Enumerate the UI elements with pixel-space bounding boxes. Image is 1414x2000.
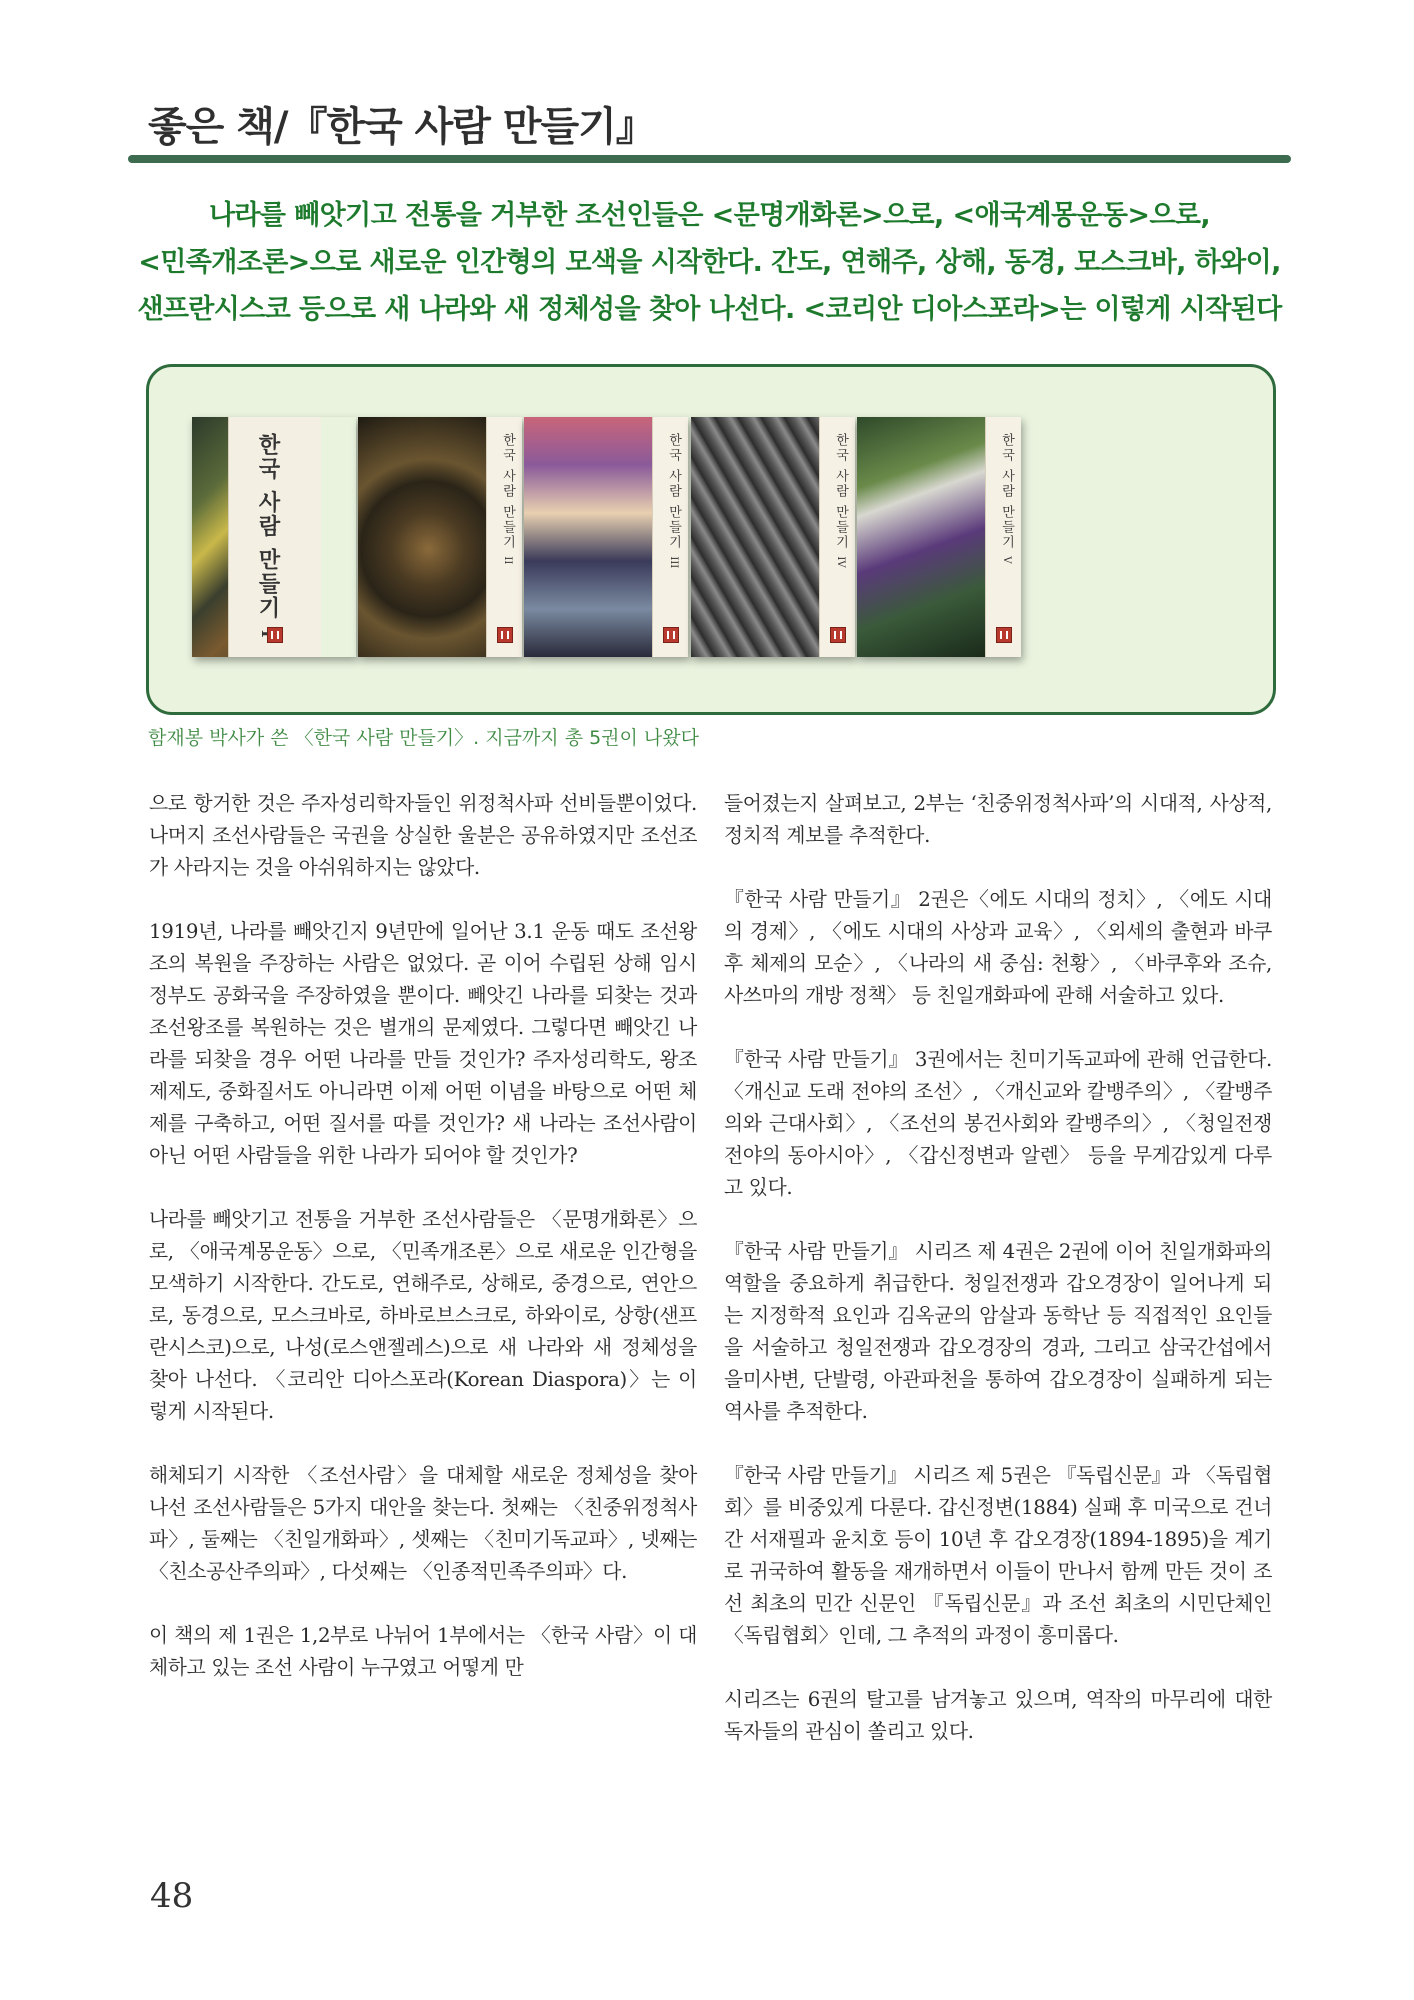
article-paragraph: 『한국 사람 만들기』 시리즈 제 4권은 2권에 이어 친일개화파의 역할을 중요하게 취급한다. 청일전쟁과 갑오경장이 일어나게 되는 지정학적 요인과 김옥균의 암살과 동학난 등 직접적인 요인들을 서술하고 청일전쟁과 갑오경장의 경과, 그리고 삼국간섭에서 을미사변, 단발령, 아관파천을 통하여 갑오경장이 실패하게 되는 역사를 추적한다.	[724, 1240, 1272, 1423]
article-paragraph: 1919년, 나라를 빼앗긴지 9년만에 일어난 3.1 운동 때도 조선왕조의 복원을 주장하는 사람은 없었다. 곧 이어 수립된 상해 임시정부도 공화국을 주장하였을 뿐이다. 빼앗긴 나라를 되찾는 것과 조선왕조를 복원하는 것은 별개의 문제였다. 그렇다면 빼앗긴 나라를 되찾을 경우 어떤 나라를 만들 것인가? 주자성리학도, 왕조제제도, 중화질서도 아니라면 이제 어떤 이념을 바탕으로 어떤 체제를 구축하고, 어떤 질서를 따를 것인가? 새 나라는 조선사람이 아닌 어떤 사람들을 위한 나라가 되어야 할 것인가?	[149, 920, 697, 1167]
lead-paragraph	[128, 192, 1291, 333]
cover-artwork	[857, 417, 985, 657]
book-cover-volume-2	[358, 417, 522, 657]
image-caption: 함재봉 박사가 쓴 〈한국 사람 만들기〉. 지금까지 총 5권이 나왔다	[148, 727, 699, 749]
lead-line: 나라를 빼앗기고 전통을 거부한 조선인들은 <문명개화론>으로, <애국계몽운동>으로,	[208, 200, 1211, 231]
lead-line: 샌프란시스코 등으로 새 나라와 새 정체성을 찾아 나선다. <코리안 디아스포라>는 이렇게 시작된다	[137, 294, 1282, 325]
book-spine	[985, 417, 1021, 657]
article-paragraph: 들어졌는지 살펴보고, 2부는 ‘친중위정척사파’의 시대적, 사상적, 정치적 계보를 추적한다.	[724, 792, 1272, 847]
section-title: 좋은 책/『한국 사람 만들기』	[148, 104, 655, 150]
cover-artwork	[524, 417, 652, 657]
title-divider	[128, 155, 1291, 163]
book-cover-volume-4	[691, 417, 855, 657]
book-title: 한국 사람 만들기 II	[500, 433, 515, 565]
article-paragraph: 『한국 사람 만들기』 2권은〈에도 시대의 정치〉, 〈에도 시대의 경제〉, 〈에도 시대의 사상과 교육〉, 〈외세의 출현과 바쿠후 체제의 모순〉, 〈나라의 새 중심: 천황〉, 〈바쿠후와 조슈, 사쓰마의 개방 정책〉 등 친일개화파에 관해 서술하고 있다.	[724, 888, 1272, 1007]
book-cover-panel	[146, 364, 1276, 715]
article-paragraph: 시리즈는 6권의 탈고를 남겨놓고 있으며, 역작의 마무리에 대한 독자들의 관심이 쏠리고 있다.	[724, 1688, 1272, 1743]
book-cover-volume-3	[524, 417, 688, 657]
book-spine	[652, 417, 688, 657]
article-paragraph: 나라를 빼앗기고 전통을 거부한 조선사람들은 〈문명개화론〉으로, 〈애국계몽운동〉으로, 〈민족개조론〉으로 새로운 인간형을 모색하기 시작한다. 간도로, 연해주로, 상해로, 중경으로, 연안으로, 동경으로, 모스크바로, 하바로브스크로, 하와이로, 상항(샌프란시스코)으로, 나성(로스앤젤레스)으로 새 나라와 새 정체성을 찾아 나선다. 〈코리안 디아스포라(Korean Diaspora)〉는 이렇게 시작된다.	[149, 1208, 697, 1423]
article-paragraph: 해체되기 시작한 〈조선사람〉을 대체할 새로운 정체성을 찾아 나선 조선사람들은 5가지 대안을 찾는다. 첫째는 〈친중위정척사파〉, 둘째는 〈친일개화파〉, 셋째는 〈친미기독교파〉, 넷째는 〈친소공산주의파〉, 다섯째는 〈인종적민족주의파〉다.	[149, 1464, 697, 1583]
publisher-logo-icon	[996, 627, 1012, 643]
book-cover-volume-1	[192, 417, 356, 657]
article-paragraph: 『한국 사람 만들기』 3권에서는 친미기독교파에 관해 언급한다. 〈개신교 도래 전야의 조선〉, 〈개신교와 칼뱅주의〉, 〈칼뱅주의와 근대사회〉, 〈조선의 봉건사회와 칼뱅주의〉, 〈청일전쟁 전야의 동아시아〉, 〈갑신정변과 알렌〉 등을 무게감있게 다루고 있다.	[724, 1048, 1272, 1199]
publisher-logo-icon	[663, 627, 679, 643]
article-paragraph: 으로 항거한 것은 주자성리학자들인 위정척사파 선비들뿐이었다. 나머지 조선사람들은 국권을 상실한 울분은 공유하였지만 조선조가 사라지는 것을 아쉬워하지는 않았다.	[149, 792, 697, 879]
page-number: 48	[150, 1876, 194, 1916]
article-left-column	[149, 788, 697, 1716]
publisher-logo-icon	[267, 627, 283, 643]
publisher-logo-icon	[830, 627, 846, 643]
book-spine	[228, 417, 321, 657]
publisher-logo-icon	[497, 627, 513, 643]
cover-artwork	[358, 417, 486, 657]
book-spine	[486, 417, 522, 657]
book-title: 한국 사람 만들기	[255, 433, 280, 621]
book-cover-volume-5	[857, 417, 1021, 657]
lead-line: <민족개조론>으로 새로운 인간형의 모색을 시작한다. 간도, 연해주, 상해, 동경, 모스크바, 하와이,	[138, 247, 1281, 278]
book-title: 한국 사람 만들기 IV	[833, 433, 848, 568]
book-title: 한국 사람 만들기 III	[666, 433, 681, 569]
article-paragraph: 『한국 사람 만들기』 시리즈 제 5권은 『독립신문』과 〈독립협회〉를 비중있게 다룬다. 갑신정변(1884) 실패 후 미국으로 건너간 서재필과 윤치호 등이 10년 후 갑오경장(1894-1895)을 계기로 귀국하여 활동을 재개하면서 이들이 만나서 함께 만든 것이 조선 최초의 민간 신문인 『독립신문』과 조선 최초의 시민단체인 〈독립협회〉인데, 그 추적의 과정이 흥미롭다.	[724, 1464, 1272, 1647]
cover-artwork	[691, 417, 819, 657]
book-spine	[819, 417, 855, 657]
book-title: 한국 사람 만들기 V	[999, 433, 1014, 564]
article-right-column	[724, 788, 1272, 1780]
article-paragraph: 이 책의 제 1권은 1,2부로 나뉘어 1부에서는 〈한국 사람〉이 대체하고 있는 조선 사람이 누구였고 어떻게 만	[149, 1624, 697, 1679]
